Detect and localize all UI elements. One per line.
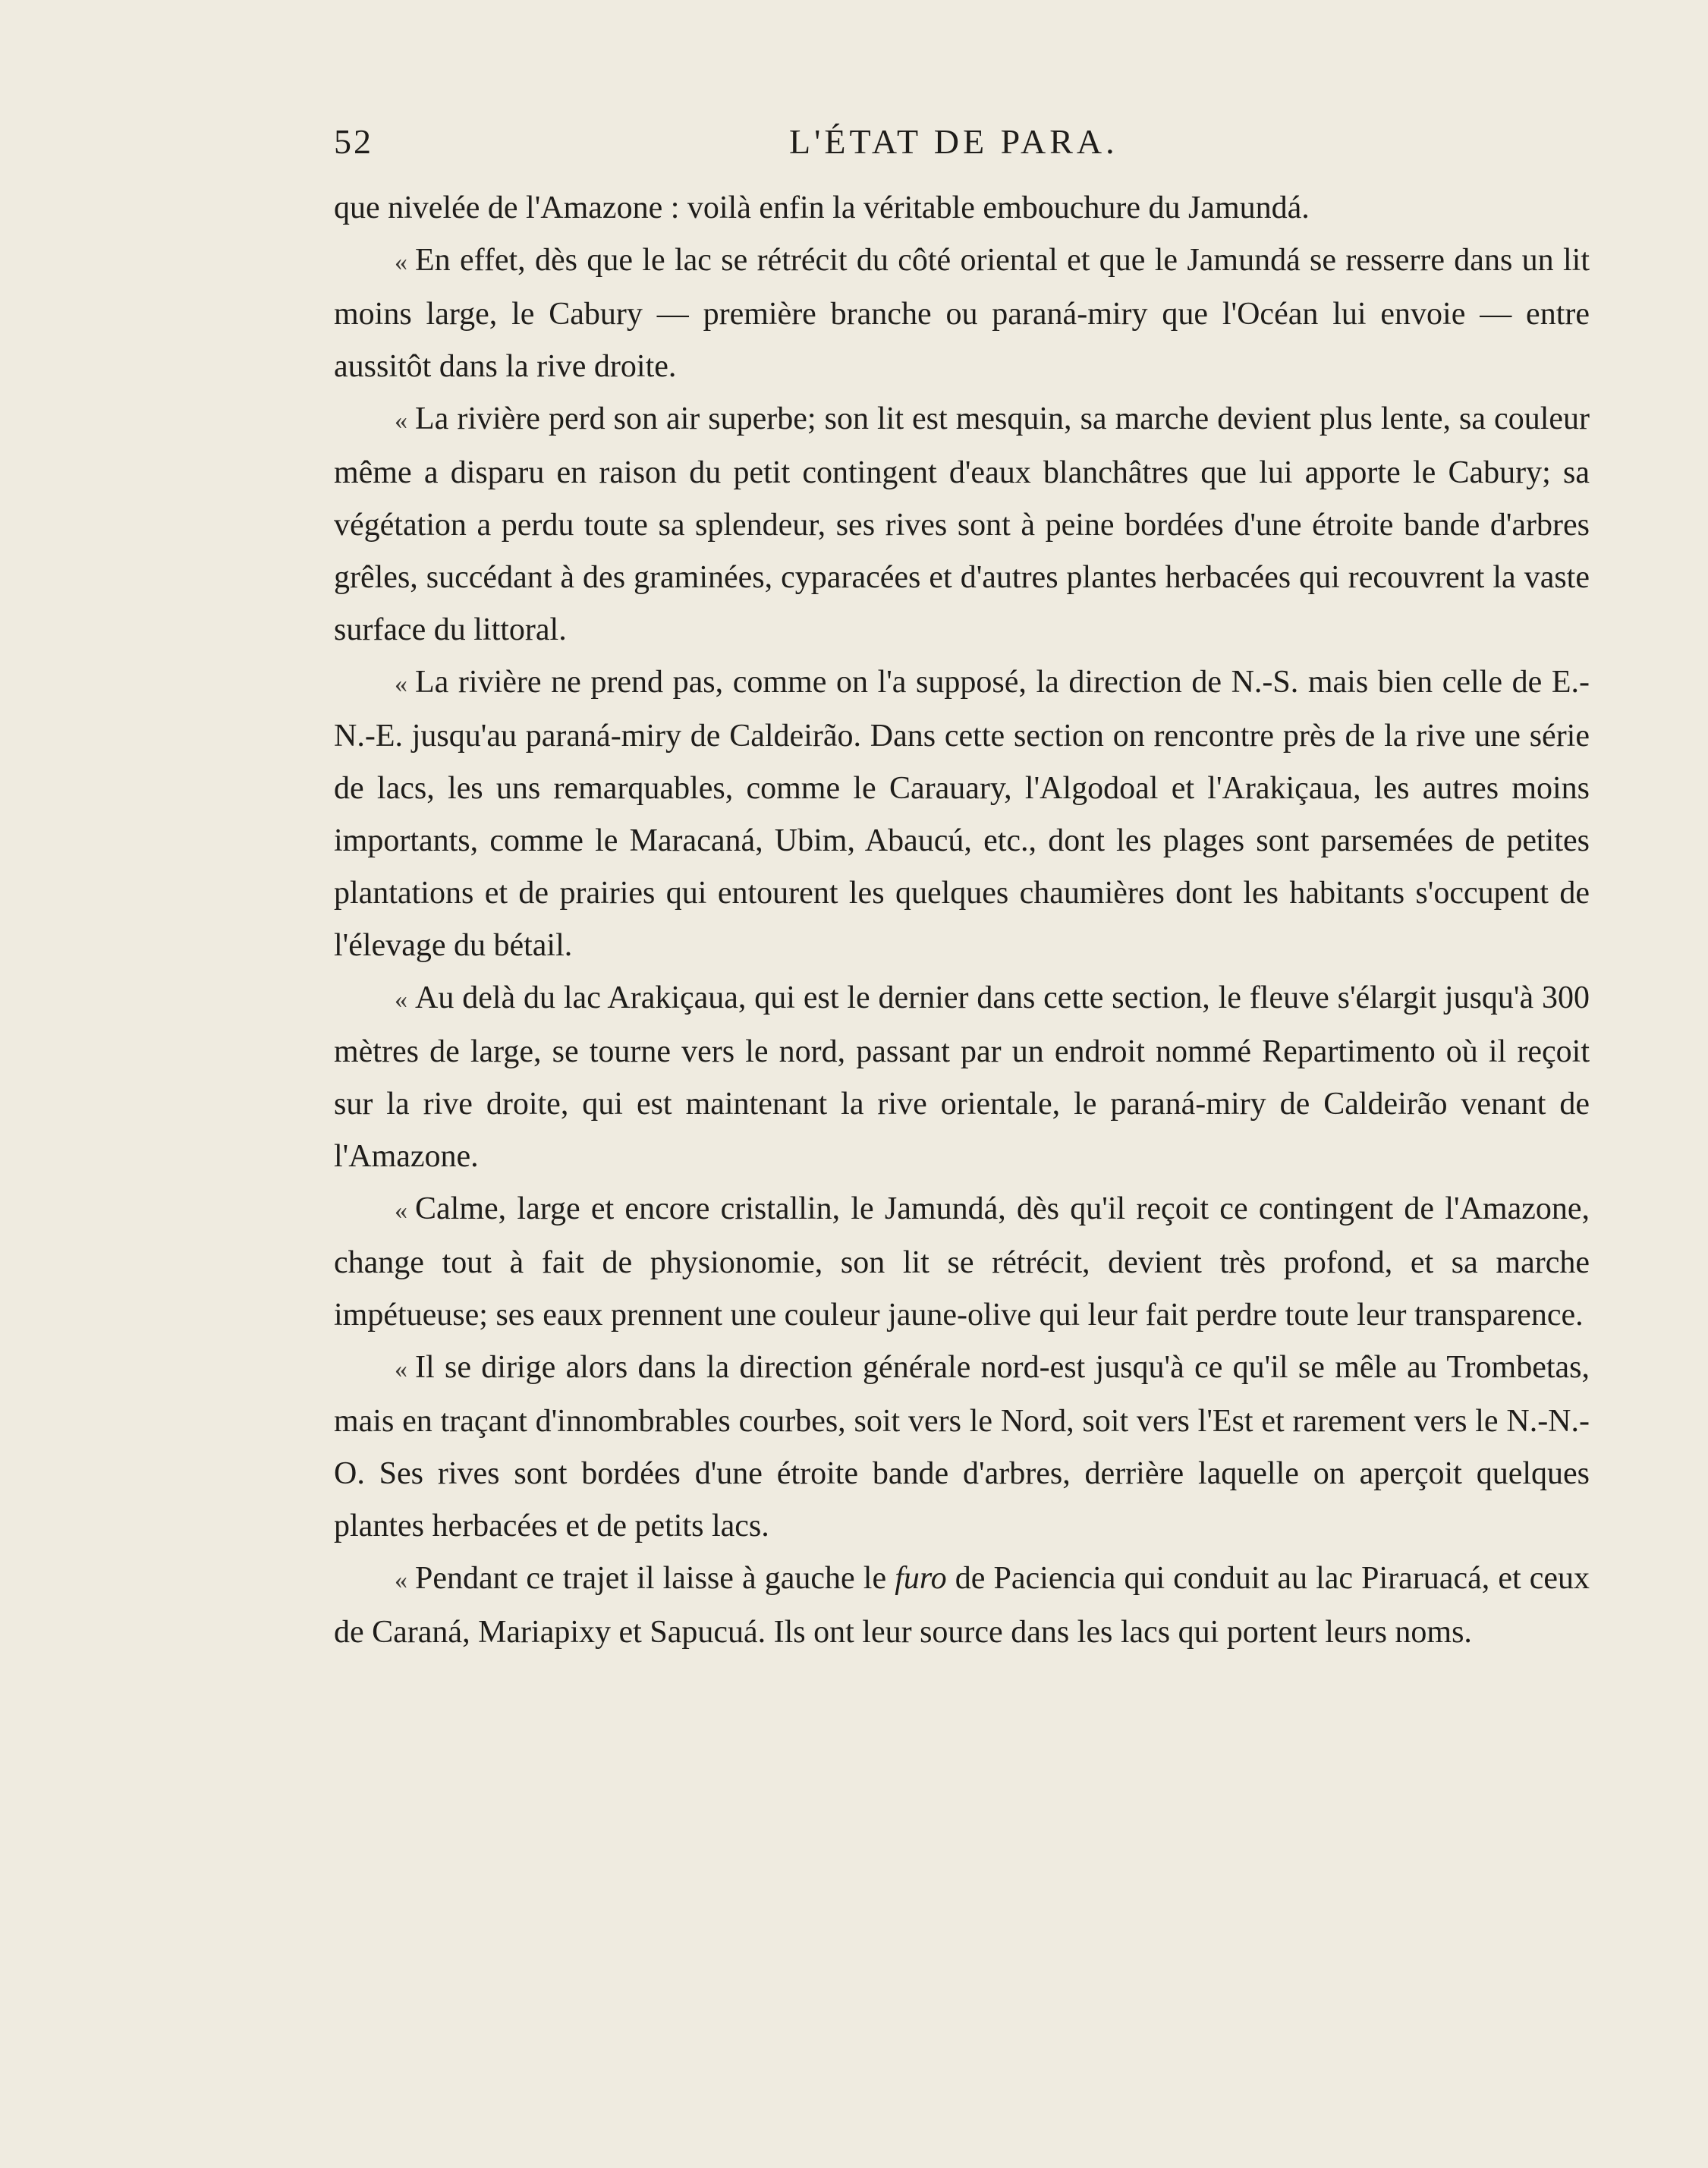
paragraph-text: La rivière perd son air superbe; son lit est mesquin, sa marche devient plus lente, sa couleur même a disparu en raison du petit contingent d'eaux blanchâtres que lui apporte le Cabury; sa végétation a perdu toute sa splendeur, ses rives sont à peine bordées d'une étroite bande d'arbres grêles, succédant à des graminées, cyparacées et d'autres plantes herbacées qui recouvrent la vaste surface du littoral.	[334, 401, 1590, 647]
paragraph-3	[334, 393, 1590, 656]
quote-mark: «	[395, 986, 407, 1014]
paragraph-text-after: de Paciencia qui conduit au lac Piraruacá, et ceux de Caraná, Mariapixy et Sapucuá. Ils ont leur source dans les lacs qui portent leurs noms.	[334, 1561, 1590, 1650]
paragraph-8	[334, 1553, 1590, 1659]
running-head	[334, 121, 1593, 167]
paragraph-text: En effet, dès que le lac se rétrécit du côté oriental et que le Jamundá se resserre dans un lit moins large, le Cabury — première branche ou paraná-miry que l'Océan lui envoie — entre aussitôt dans la rive droite.	[334, 243, 1590, 384]
paragraph-text-before: Pendant ce trajet il laisse à gauche le	[415, 1561, 887, 1596]
quote-mark: «	[395, 1355, 407, 1383]
quote-mark: «	[395, 670, 407, 698]
paragraph-text: Au delà du lac Arakiçaua, qui est le dernier dans cette section, le fleuve s'élargit jusqu'à 300 mètres de large, se tourne vers le nord, passant par un endroit nommé Repartimento où il reçoit sur la rive droite, qui est maintenant la rive orientale, le paraná-miry de Caldeirão venant de l'Amazone.	[334, 980, 1590, 1174]
quote-mark: «	[395, 407, 407, 435]
paragraph-text: que nivelée de l'Amazone : voilà enfin la véritable embouchure du Jamundá.	[334, 190, 1310, 225]
quote-mark: «	[395, 1197, 407, 1225]
paragraph-6	[334, 1183, 1590, 1342]
paragraph-text: Calme, large et encore cristallin, le Jamundá, dès qu'il reçoit ce contingent de l'Amazone, change tout à fait de physionomie, son lit se rétrécit, devient très profond, et sa marche impétueuse; ses eaux prennent une couleur jaune-olive qui leur fait perdre toute leur transparence.	[334, 1191, 1590, 1333]
page-number: 52	[334, 122, 373, 161]
paragraph-2	[334, 234, 1590, 393]
paragraph-text: Il se dirige alors dans la direction générale nord-est jusqu'à ce qu'il se mêle au Trombetas, mais en traçant d'innombrables courbes, soit vers le Nord, soit vers l'Est et rarement vers le N.-N.-O. Ses rives sont bordées d'une étroite bande d'arbres, derrière laquelle on aperçoit quelques plantes herbacées et de petits lacs.	[334, 1350, 1590, 1543]
body-text	[334, 182, 1590, 1659]
paragraph-text: La rivière ne prend pas, comme on l'a supposé, la direction de N.-S. mais bien celle de E.-N.-E. jusqu'au paraná-miry de Caldeirão. Dans cette section on rencontre près de la rive une série de lacs, les uns remarquables, comme le Carauary, l'Algodoal et l'Arakiçaua, les autres moins importants, comme le Maracaná, Ubim, Abaucú, etc., dont les plages sont parsemées de petites plantations et de prairies qui entourent les quelques chaumières dont les habitants s'occupent de l'élevage du bétail.	[334, 665, 1590, 963]
italic-word: furo	[895, 1561, 947, 1596]
paragraph-1	[334, 182, 1590, 234]
paragraph-4	[334, 656, 1590, 972]
paragraph-7	[334, 1342, 1590, 1553]
paragraph-5	[334, 972, 1590, 1183]
header-title: L'ÉTAT DE PARA.	[789, 122, 1118, 161]
quote-mark: «	[395, 1566, 407, 1594]
quote-mark: «	[395, 248, 407, 276]
